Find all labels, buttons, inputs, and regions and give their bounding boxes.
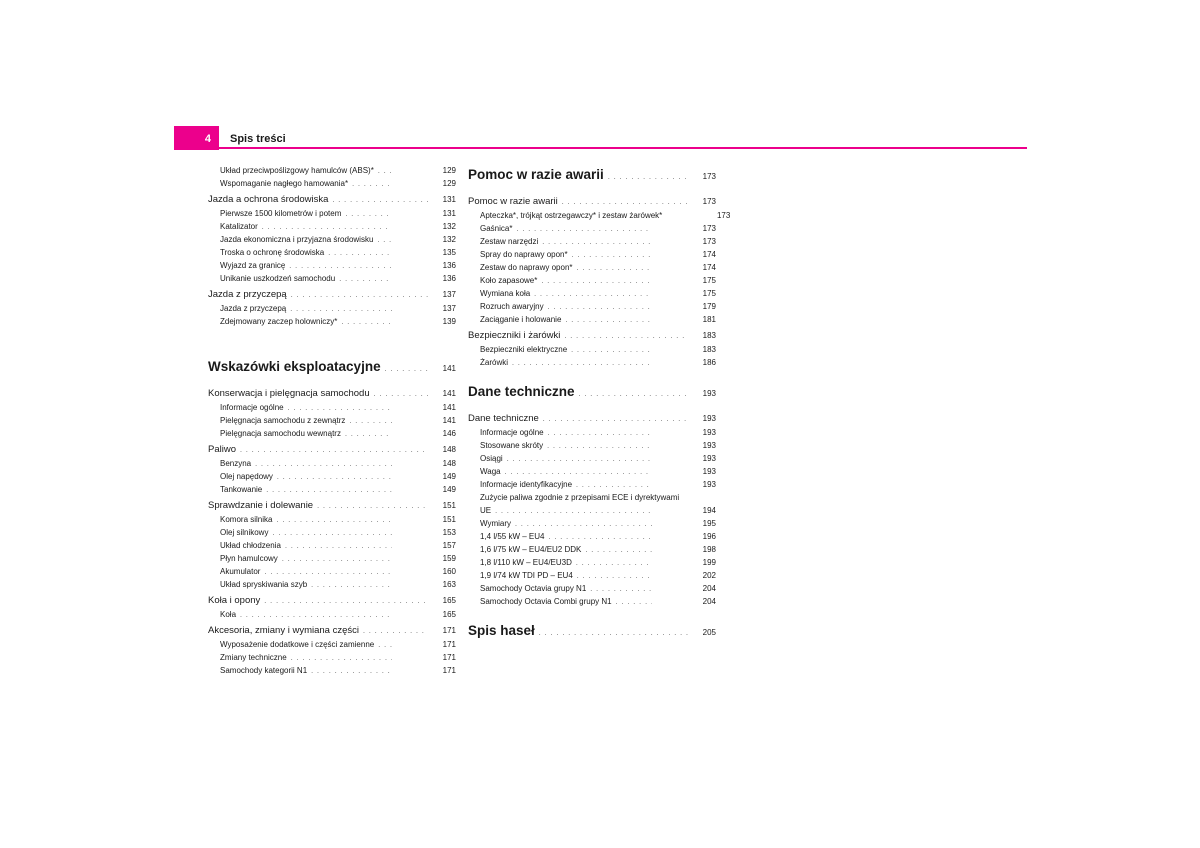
toc-entry-sub[interactable]	[208, 246, 456, 259]
toc-entry-page: 179	[702, 302, 716, 311]
toc-entry-top[interactable]	[208, 442, 456, 457]
toc-entry-title: Informacje ogólne	[480, 428, 544, 437]
toc-entry-sub[interactable]	[208, 220, 456, 233]
toc-entry-title: Zaciąganie i holowanie	[480, 315, 562, 324]
toc-entry-sub[interactable]	[468, 274, 716, 287]
toc-entry-page: 148	[442, 459, 456, 468]
toc-entry-page: 165	[442, 596, 456, 605]
header-rule	[219, 147, 1027, 149]
toc-entry-page: 171	[442, 640, 456, 649]
toc-entry-main[interactable]	[208, 356, 456, 378]
toc-entry-sub[interactable]	[468, 465, 716, 478]
toc-entry-page: 149	[442, 485, 456, 494]
toc-entry-sub[interactable]	[468, 222, 716, 235]
dot-leader	[616, 596, 652, 609]
page-title: Spis treści	[230, 133, 286, 145]
toc-entry-page: 157	[442, 541, 456, 550]
toc-entry-sub[interactable]	[208, 302, 456, 315]
toc-entry-page: 196	[702, 532, 716, 541]
dot-leader	[562, 195, 688, 210]
toc-entry-page: 204	[702, 597, 716, 606]
toc-entry-page: 175	[702, 276, 716, 285]
toc-entry-sub[interactable]	[208, 233, 456, 246]
toc-entry-sub[interactable]	[208, 427, 456, 440]
toc-entry-page: 199	[702, 558, 716, 567]
toc-entry-page: 193	[702, 454, 716, 463]
toc-entry-page: 137	[442, 304, 456, 313]
toc-entry-title: Apteczka*, trójkąt ostrzegawczy* i zestaw żarówek*	[480, 211, 663, 220]
toc-entry-sub[interactable]	[208, 272, 456, 285]
toc-entry-title: Spray do naprawy opon*	[480, 250, 568, 259]
toc-entry-title: Rozruch awaryjny	[480, 302, 544, 311]
toc-entry-title: Zestaw narzędzi	[480, 237, 539, 246]
toc-entry-sub[interactable]	[208, 470, 456, 483]
toc-entry-title: Stosowane skróty	[480, 441, 544, 450]
toc-entry-sub[interactable]	[468, 582, 716, 595]
toc-entry-sub[interactable]	[468, 261, 716, 274]
toc-entry-sub[interactable]	[468, 556, 716, 569]
toc-entry-sub[interactable]	[468, 491, 716, 504]
toc-entry-page: 193	[702, 480, 716, 489]
toc-entry-page: 151	[442, 515, 456, 524]
dot-leader	[332, 193, 428, 208]
toc-entry-sub[interactable]	[208, 164, 456, 177]
toc-entry-sub[interactable]	[208, 259, 456, 272]
toc-entry-page: 136	[442, 274, 456, 283]
dot-leader	[565, 314, 652, 327]
spacer	[208, 328, 456, 356]
dot-leader	[374, 387, 428, 402]
toc-entry-title: Żarówki	[480, 358, 509, 367]
toc-entry-page: 171	[442, 626, 456, 635]
toc-entry-page: 173	[702, 224, 716, 233]
toc-entry-title: Pielęgnacja samochodu wewnątrz	[220, 429, 341, 438]
toc-entry-page: 183	[702, 345, 716, 354]
toc-entry-page: 205	[702, 628, 716, 637]
toc-entry-top[interactable]	[208, 386, 456, 401]
toc-entry-title: Jazda z przyczepą	[220, 304, 287, 313]
dot-leader	[539, 623, 688, 645]
toc-entry-page: 171	[442, 653, 456, 662]
toc-entry-top[interactable]	[208, 287, 456, 302]
toc-entry-page: 175	[702, 289, 716, 298]
toc-entry-title: Katalizator	[220, 222, 258, 231]
dot-leader	[385, 359, 428, 381]
toc-column-right	[468, 164, 731, 642]
toc-entry-title: Zdejmowany zaczep holowniczy*	[220, 317, 338, 326]
toc-entry-page: 159	[442, 554, 456, 563]
toc-entry-sub[interactable]	[208, 608, 456, 621]
toc-entry-title: Bezpieczniki i żarówki	[468, 330, 561, 341]
toc-entry-page: 137	[442, 290, 456, 299]
toc-entry-sub[interactable]	[208, 207, 456, 220]
toc-entry-page: 195	[702, 519, 716, 528]
dot-leader	[240, 609, 392, 622]
toc-entry-page: 131	[442, 195, 456, 204]
toc-entry-page: 173	[702, 172, 716, 181]
toc-entry-title: Jazda a ochrona środowiska	[208, 194, 329, 205]
toc-entry-page: 132	[442, 222, 456, 231]
toc-entry-title: Koła	[220, 610, 237, 619]
toc-entry-top[interactable]	[208, 593, 456, 608]
toc-entry-main[interactable]	[468, 381, 716, 403]
toc-entry-page: 193	[702, 414, 716, 423]
toc-entry-page: 173	[702, 237, 716, 246]
toc-entry-page: 193	[702, 467, 716, 476]
toc-entry-title: Płyn hamulcowy	[220, 554, 278, 563]
toc-entry-page: 174	[702, 263, 716, 272]
toc-entry-top[interactable]	[468, 411, 716, 426]
page-number: 4	[204, 133, 211, 145]
toc-entry-title: Gaśnica*	[480, 224, 513, 233]
toc-entry-page: 204	[702, 584, 716, 593]
toc-entry-page: 183	[702, 331, 716, 340]
toc-entry-title: Dane techniczne	[468, 413, 539, 424]
toc-entry-page: 148	[442, 445, 456, 454]
toc-entry-page: 141	[442, 416, 456, 425]
toc-entry-sub[interactable]	[468, 543, 716, 556]
toc-entry-title: 1,8 l/110 kW – EU4/EU3D	[480, 558, 572, 567]
toc-entry-page: 132	[442, 235, 456, 244]
toc-entry-title: Tankowanie	[220, 485, 263, 494]
dot-leader	[341, 316, 392, 329]
toc-entry-top[interactable]	[208, 192, 456, 207]
toc-entry-title: Zużycie paliwa zgodnie z przepisami ECE i dyrektywami	[480, 493, 680, 502]
toc-entry-page: 129	[442, 179, 456, 188]
toc-entry-sub[interactable]	[208, 539, 456, 552]
toc-entry-sub[interactable]	[468, 235, 716, 248]
dot-leader	[564, 329, 688, 344]
toc-entry-sub[interactable]	[468, 452, 716, 465]
dot-leader	[317, 499, 428, 514]
toc-entry-sub[interactable]	[208, 638, 456, 651]
dot-leader	[363, 624, 428, 639]
toc-entry-top[interactable]	[208, 623, 456, 638]
toc-entry-title: Sprawdzanie i dolewanie	[208, 500, 314, 511]
toc-entry-sub[interactable]	[468, 356, 716, 369]
toc-column-left	[208, 164, 456, 677]
dot-leader	[512, 357, 652, 370]
toc-entry-title: Wymiary	[480, 519, 512, 528]
toc-entry-sub[interactable]	[468, 313, 716, 326]
toc-entry-sub[interactable]	[208, 177, 456, 190]
toc-entry-title: Wyposażenie dodatkowe i części zamienne	[220, 640, 375, 649]
toc-entry-page: 173	[716, 211, 731, 220]
toc-entry-page: 194	[702, 506, 716, 515]
toc-entry-title: Pielęgnacja samochodu z zewnątrz	[220, 416, 346, 425]
dot-leader	[579, 384, 688, 406]
dot-leader	[339, 273, 392, 286]
toc-entry-title: Koło zapasowe*	[480, 276, 538, 285]
toc-entry-title: Koła i opony	[208, 595, 261, 606]
toc-entry-title: Olej napędowy	[220, 472, 273, 481]
toc-entry-title: Samochody Octavia Combi grupy N1	[480, 597, 612, 606]
toc-entry-sub[interactable]	[468, 426, 716, 439]
toc-entry-title: Spis haseł	[468, 623, 535, 638]
toc-entry-title: Komora silnika	[220, 515, 273, 524]
toc-entry-title: UE	[480, 506, 492, 515]
toc-entry-page: 139	[442, 317, 456, 326]
toc-entry-title: 1,6 l/75 kW – EU4/EU2 DDK	[480, 545, 582, 554]
dot-leader	[266, 484, 392, 497]
toc-entry-title: Akumulator	[220, 567, 261, 576]
toc-entry-title: Zestaw do naprawy opon*	[480, 263, 573, 272]
toc-entry-page: 135	[442, 248, 456, 257]
dot-leader	[264, 594, 428, 609]
toc-entry-top[interactable]	[468, 328, 716, 343]
toc-entry-page: 141	[442, 364, 456, 373]
toc-entry-page: 151	[442, 501, 456, 510]
toc-entry-title: Jazda z przyczepą	[208, 289, 287, 300]
toc-entry-sub[interactable]	[208, 457, 456, 470]
toc-entry-title: 1,9 l/74 kW TDI PD – EU4	[480, 571, 573, 580]
toc-entry-title: Informacje identyfikacyjne	[480, 480, 573, 489]
toc-entry-title: Dane techniczne	[468, 384, 575, 399]
toc-entry-sub[interactable]	[468, 478, 716, 491]
toc-entry-page: 129	[442, 166, 456, 175]
toc-entry-title: Konserwacja i pielęgnacja samochodu	[208, 388, 370, 399]
dot-leader	[240, 443, 428, 458]
toc-entry-page: 202	[702, 571, 716, 580]
toc-entry-page: 193	[702, 389, 716, 398]
toc-entry-top[interactable]	[208, 498, 456, 513]
toc-entry-title: Jazda ekonomiczna i przyjazna środowisku	[220, 235, 374, 244]
dot-leader	[311, 665, 392, 678]
dot-leader	[543, 412, 688, 427]
toc-entry-title: Informacje ogólne	[220, 403, 284, 412]
toc-entry-sub[interactable]	[208, 565, 456, 578]
toc-entry-title: Samochody Octavia grupy N1	[480, 584, 587, 593]
toc-entry-title: Bezpieczniki elektryczne	[480, 345, 568, 354]
toc-entry-sub-cont[interactable]	[468, 504, 716, 517]
toc-entry-sub[interactable]	[468, 517, 716, 530]
toc-entry-sub[interactable]	[208, 651, 456, 664]
toc-entry-sub[interactable]	[468, 248, 716, 261]
dot-leader	[608, 167, 688, 189]
toc-entry-page: 141	[442, 389, 456, 398]
toc-entry-sub[interactable]	[468, 595, 716, 608]
toc-entry-sub[interactable]	[208, 401, 456, 414]
toc-entry-sub[interactable]	[468, 569, 716, 582]
toc-entry-page: 193	[702, 441, 716, 450]
toc-entry-title: Układ spryskiwania szyb	[220, 580, 308, 589]
toc-entry-title: Wyjazd za granicę	[220, 261, 286, 270]
toc-entry-sub[interactable]	[208, 414, 456, 427]
toc-entry-page: 173	[702, 197, 716, 206]
toc-entry-sub[interactable]	[208, 513, 456, 526]
page-number-tab	[174, 126, 219, 150]
toc-entry-title: Troska o ochronę środowiska	[220, 248, 325, 257]
toc-entry-page: 163	[442, 580, 456, 589]
toc-entry-sub[interactable]	[208, 552, 456, 565]
toc-entry-page: 198	[702, 545, 716, 554]
toc-entry-title: Benzyna	[220, 459, 252, 468]
toc-entry-title: Wskazówki eksploatacyjne	[208, 359, 381, 374]
dot-leader	[311, 579, 392, 592]
toc-entry-sub[interactable]	[468, 343, 716, 356]
toc-entry-page: 160	[442, 567, 456, 576]
page-header	[174, 126, 1027, 150]
toc-entry-sub[interactable]	[208, 483, 456, 496]
toc-entry-title: Samochody kategorii N1	[220, 666, 308, 675]
toc-entry-title: 1,4 l/55 kW – EU4	[480, 532, 545, 541]
toc-entry-sub[interactable]	[208, 578, 456, 591]
toc-entry-page: 181	[702, 315, 716, 324]
toc-entry-title: Pierwsze 1500 kilometrów i potem	[220, 209, 342, 218]
toc-entry-title: Pomoc w razie awarii	[468, 167, 604, 182]
toc-entry-page: 174	[702, 250, 716, 259]
toc-entry-main[interactable]	[468, 620, 716, 642]
toc-entry-page: 165	[442, 610, 456, 619]
toc-entry-sub[interactable]	[208, 315, 456, 328]
toc-entry-title: Wspomaganie nagłego hamowania*	[220, 179, 349, 188]
spacer	[468, 369, 716, 381]
toc-entry-sub[interactable]	[208, 526, 456, 539]
toc-entry-page: 153	[442, 528, 456, 537]
toc-entry-page: 186	[702, 358, 716, 367]
toc-entry-title: Zmiany techniczne	[220, 653, 287, 662]
toc-entry-page: 193	[702, 428, 716, 437]
toc-entry-sub[interactable]	[208, 664, 456, 677]
toc-entry-sub[interactable]	[468, 209, 731, 222]
toc-entry-page: 146	[442, 429, 456, 438]
dot-leader	[352, 178, 392, 191]
toc-entry-page: 171	[442, 666, 456, 675]
toc-entry-title: Układ przeciwpoślizgowy hamulców (ABS)*	[220, 166, 374, 175]
toc-entry-page: 136	[442, 261, 456, 270]
toc-entry-sub[interactable]	[468, 530, 716, 543]
toc-entry-page: 149	[442, 472, 456, 481]
toc-entry-title: Akcesoria, zmiany i wymiana części	[208, 625, 359, 636]
toc-entry-page: 141	[442, 403, 456, 412]
toc-entry-title: Olej silnikowy	[220, 528, 269, 537]
toc-entry-page: 131	[442, 209, 456, 218]
toc-entry-title: Paliwo	[208, 444, 236, 455]
toc-entry-title: Układ chłodzenia	[220, 541, 281, 550]
toc-entry-title: Waga	[480, 467, 501, 476]
toc-entry-title: Pomoc w razie awarii	[468, 196, 558, 207]
dot-leader	[345, 428, 392, 441]
toc-entry-title: Wymiana koła	[480, 289, 531, 298]
toc-entry-main[interactable]	[468, 164, 716, 186]
toc-entry-title: Osiągi	[480, 454, 503, 463]
toc-entry-sub[interactable]	[468, 439, 716, 452]
toc-entry-title: Unikanie uszkodzeń samochodu	[220, 274, 336, 283]
toc-entry-sub[interactable]	[468, 300, 716, 313]
dot-leader	[291, 288, 428, 303]
toc-entry-sub[interactable]	[468, 287, 716, 300]
toc-entry-top[interactable]	[468, 194, 716, 209]
spacer	[468, 608, 716, 620]
